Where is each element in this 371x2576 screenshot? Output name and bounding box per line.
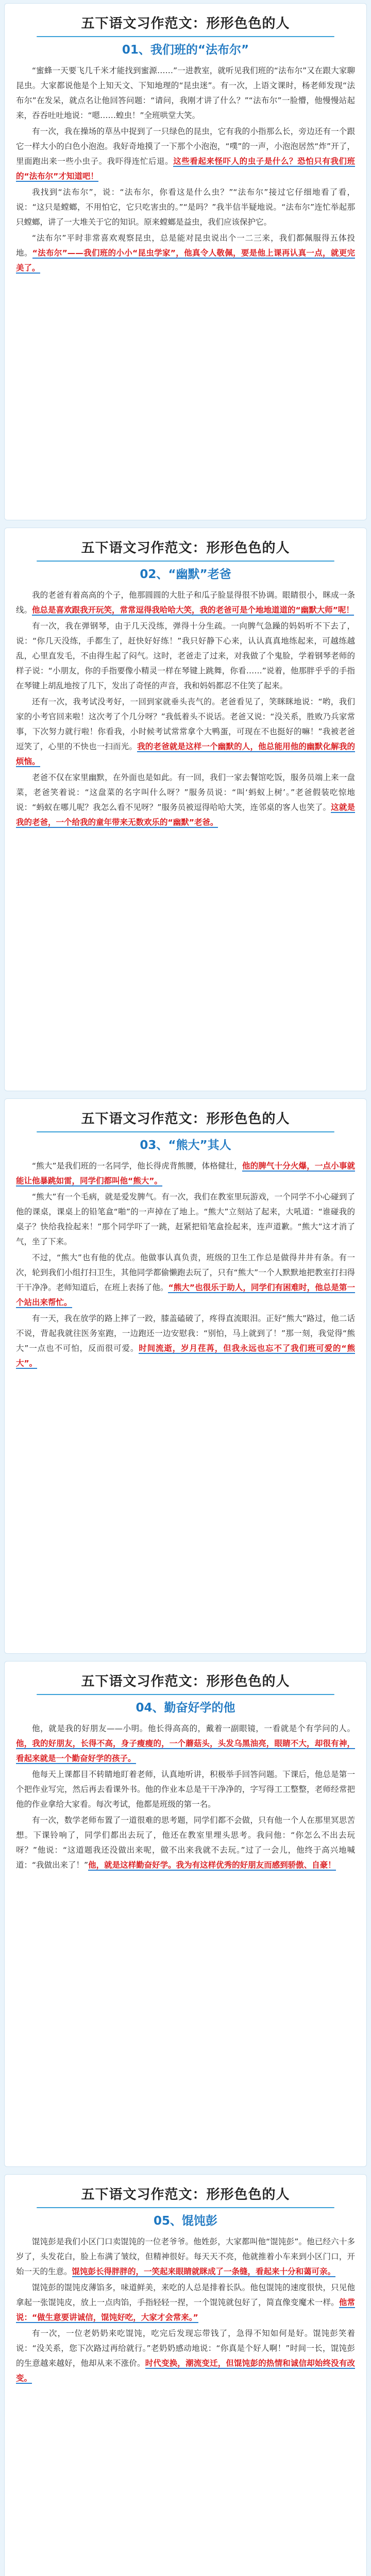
essay-section-2 (4, 528, 367, 1091)
paragraph (16, 770, 355, 830)
highlighted-text: “熊大”也很乐于助人，同学们有困难时，他总是第一个站出来帮忙。 (16, 1283, 355, 1307)
title-divider (37, 1131, 334, 1132)
highlighted-text: 我的老爸就是这样一个幽默的人，他总能用他的幽默化解我的烦恼。 (16, 742, 355, 766)
paragraph (16, 1190, 355, 1249)
paragraph (16, 619, 355, 693)
section-title: 五下语文习作范文：形形色色的人 (81, 1111, 290, 1127)
section-header (16, 537, 355, 562)
essay-subtitle: 04、勤奋好学的他 (136, 1701, 235, 1715)
paragraph-text: 馄饨彭的馄饨皮薄馅多，味道鲜美，来吃的人总是排着长队。他包馄饨的速度很快，只见他拿起一张馄饨皮，放上一点肉馅，手指轻轻一捏，一个馄饨就包好了，简直像变魔术一样。 (16, 2283, 355, 2307)
section-header (16, 2184, 355, 2208)
paragraph (16, 2280, 355, 2325)
essay-section-5 (4, 2174, 367, 2576)
essay-section-4 (4, 1661, 367, 2167)
paragraph-text: 有一次，我在操场的草丛中捉到了一只绿色的昆虫，它有我的小指那么长，旁边还有一个跟它一样大小的白色小泡泡。我好奇地摸了一下那个小泡泡，“噗”的一声，小泡泡居然“炸”开了，里面跑出来一些小虫子。我吓得连忙后退。 (16, 127, 355, 166)
paragraph (16, 231, 355, 276)
paragraph-text: 还有一次，我考试没考好，一回到家就垂头丧气的。老爸看见了，笑眯眯地说：“哟，我们家的小考官回来啦！这次考了个几分呀？”我低着头不说话。老爸又说：“没关系，胜败乃兵家常事，下次努力就行啦！你看我，小时候考试常常拿个大鸭蛋，可现在不也挺好的嘛！”我被老爸逗笑了，心里的不快也一扫而光。 (16, 697, 355, 751)
paragraph (16, 1159, 355, 1189)
paragraph (16, 1721, 355, 1766)
highlighted-text: 他，就是这样勤奋好学。我为有这样优秀的好朋友而感到骄傲、自豪！ (88, 1860, 336, 1870)
paragraph-text: 我找到“法布尔”，说：“法布尔，你看这是什么虫？”“法布尔”接过它仔细地看了看，说：“这只是螳螂，不用怕它，它只吃害虫的。”“是吗？”我半信半疑地说。“法布尔”连忙举起那只螳螂，讲了一大堆关于它的知识。原来螳螂是益虫，我们应该保护它。 (16, 188, 355, 227)
section-title: 五下语文习作范文：形形色色的人 (81, 540, 290, 556)
paragraph (16, 694, 355, 769)
title-divider (37, 561, 334, 562)
title-divider (37, 2207, 334, 2208)
section-title: 五下语文习作范文：形形色色的人 (81, 16, 290, 31)
essay-subtitle: 01、我们班的“法布尔” (122, 43, 249, 57)
paragraph (16, 1250, 355, 1310)
highlighted-text: 他总是喜欢跟我开玩笑，常常逗得我哈哈大笑，我的老爸可是个地地道道的“幽默大师”呢！ (32, 605, 354, 615)
highlighted-text: 他的脾气十分火爆，一点小事就能让他暴跳如雷，同学们都叫他“熊大”。 (16, 1161, 355, 1185)
paragraph (16, 185, 355, 230)
section-header (16, 13, 355, 37)
paragraph-text: 他每天上课都目不转睛地盯着老师，认真地听讲，积极举手回答问题。下课后，他总是第一个把作业写完，然后再去看课外书。他的作业本总是干干净净的，字写得工工整整，老师经常把他的作业拿给大家看。每次考试，他都是班级的第一名。 (16, 1770, 355, 1809)
paragraph-text: 有一次，数学老师布置了一道很难的思考题，同学们都不会做，只有他一个人在那里冥思苦想。下课铃响了，同学们都出去玩了，他还在教室里埋头思考。我问他：“你怎么不出去玩呀？”他说：“这道题我还没做出来呢，做不出来我就不去玩。”过了一会儿，他终于高兴地喊道：“我做出来了！” (16, 1816, 355, 1870)
paragraph (16, 124, 355, 184)
paragraph-text: 老爸不仅在家里幽默，在外面也是如此。有一回，我们一家去餐馆吃饭，服务员端上来一盘菜，老爸笑着说：“这盘菜的名字叫什么呀？”服务员说：“叫‘蚂蚁上树’。”老爸假装吃惊地说：“蚂蚁在哪儿呢？我怎么看不见呀？”服务员被逗得哈哈大笑，连邻桌的客人也笑了。 (16, 773, 355, 812)
paragraph-text: “法布尔”平时非常喜欢观察昆虫，总是能对昆虫说出个一二三来，我们都佩服得五体投地。 (16, 233, 355, 258)
paragraph-text: 我的老爸有着高高的个子，他那圆圆的大肚子和瓜子脸显得很不协调。眼睛很小，眯成一条线。 (16, 590, 355, 615)
paragraph-text: “熊大”有一个毛病，就是爱发脾气。有一次，我们在教室里玩游戏，一个同学不小心碰到了他的课桌，课桌上的铅笔盒“啪”的一声掉在了地上。“熊大”立刻站了起来，大吼道：“谁碰我的桌子？快给我捡起来！”那个同学吓了一跳，赶紧把铅笔盒捡起来，连声道歉。“熊大”这才消了气，坐了下来。 (16, 1192, 355, 1246)
paragraph (16, 1311, 355, 1371)
section-header (16, 1108, 355, 1132)
essay-section-3 (4, 1098, 367, 1654)
highlighted-text: “法布尔”——我们班的小小“昆虫学家”，他真令人敬佩，要是他上课再认真一点，就更完美了。 (16, 248, 355, 273)
section-title: 五下语文习作范文：形形色色的人 (81, 2187, 290, 2202)
essay-subtitle: 05、馄饨彭 (153, 2214, 217, 2228)
section-header (16, 1671, 355, 1695)
highlighted-text: 时代变换，潮流变迁，但馄饨彭的热情和诚信却始终没有改变。 (16, 2359, 355, 2383)
essay-subtitle: 02、“幽默”老爸 (140, 568, 231, 581)
title-divider (37, 1694, 334, 1695)
paragraph (16, 1813, 355, 1873)
paragraph-text: 他，就是我的好朋友——小明。他长得高高的，戴着一副眼镜，一看就是个有学问的人。 (32, 1724, 355, 1733)
paragraph-text: 有一次，一位老奶奶来吃馄饨，吃完后发现忘带钱了，急得不知如何是好。馄饨彭笑着说：“没关系，您下次路过再给就行。”老奶奶感动地说：“你真是个好人啊！”时间一长，馄饨彭的生意越来越好，他却从来不涨价。 (16, 2329, 355, 2368)
title-divider (37, 36, 334, 37)
paragraph (16, 1767, 355, 1812)
highlighted-text: 他常说：“做生意要讲诚信，馄饨好吃，大家才会常来。” (16, 2298, 355, 2322)
section-title: 五下语文习作范文：形形色色的人 (81, 1674, 290, 1689)
highlighted-text: 这就是我的老爸，一个给我的童年带来无数欢乐的“幽默”老爸。 (16, 803, 355, 827)
highlighted-text: 馄饨彭长得胖胖的，一笑起来眼睛就眯成了一条缝，看起来十分和蔼可亲。 (72, 2267, 336, 2276)
highlighted-text: 时间流逝，岁月荏苒，但我永远也忘不了我们班可爱的“熊大”。 (16, 1344, 355, 1368)
paragraph (16, 63, 355, 123)
paragraph-text: 有一天，我在放学的路上摔了一跤，膝盖磕破了，疼得直流眼泪。正好“熊大”路过，他二话不说，背起我就往医务室跑，一边跑还一边安慰我：“别怕，马上就到了！”那一刻，我觉得“熊大”一点也不可怕，反而很可爱。 (16, 1314, 355, 1353)
paragraph-text: 不过，“熊大”也有他的优点。他做事认真负责，班级的卫生工作总是做得井井有条。有一次，轮到我们小组打扫卫生，其他同学都偷懒跑去玩了，只有“熊大”一个人默默地把教室打扫得干干净净。老师知道后，在班上表扬了他。 (16, 1253, 355, 1292)
essay-section-1 (4, 3, 367, 520)
essay-subtitle: 03、“熊大”其人 (140, 1139, 231, 1152)
paragraph (16, 588, 355, 618)
highlighted-text: 他，我的好朋友，长得不高，身子瘦瘦的，一个蘑菇头，头发乌黑油亮，眼睛不大，却很有神，看起来就是一个勤奋好学的孩子。 (16, 1739, 355, 1763)
highlighted-text: 这些看起来怪吓人的虫子是什么？恐怕只有我们班的“法布尔”才知道吧！ (16, 157, 355, 181)
paragraph-text: “蜜蜂一天要飞几千米才能找到蜜源……”一进教室，就听见我们班的“法布尔”又在跟大家聊昆虫。大家都说他是个上知天文、下知地理的“昆虫迷”。有一次，上语文课时，杨老师发现“法布尔”在发呆，就点名让他回答问题：“请问，我刚才讲了什么？”“法布尔”一脸懵，他慢慢站起来，吞吞吐吐地说：“嗯……蝗虫！”全班哄堂大笑。 (16, 66, 355, 120)
paragraph-text: “熊大”是我们班的一名同学，他长得虎背熊腰，体格健壮， (32, 1161, 242, 1171)
paragraph (16, 2326, 355, 2386)
paragraph-text: 有一次，我在弹钢琴，由于几天没练，弹得十分生疏。一向脾气急躁的妈妈听不下去了，说：“你几天没练，手都生了，赶快好好练！”我只好静下心来，认认真真地练起来，可越练越乱，心里直发毛，不由得生起了闷气。这时，老爸走了过来，对我做了个鬼脸，学着钢琴老师的样子说：“小朋友，你的手指要像小精灵一样在琴键上跳舞，你看……”说着，他那胖乎乎的手指在琴键上胡乱地按了几下，发出了奇怪的声音，我和妈妈都忍不住笑了起来。 (16, 621, 355, 690)
paragraph (16, 2234, 355, 2279)
paragraph-text: 馄饨彭是我们小区门口卖馄饨的一位老爷爷。他姓彭，大家都叫他“馄饨彭”。他已经六十多岁了，头发花白，脸上布满了皱纹，但精神很好。每天天不亮，他就推着小车来到小区门口，开始一天的生意。 (16, 2237, 355, 2276)
